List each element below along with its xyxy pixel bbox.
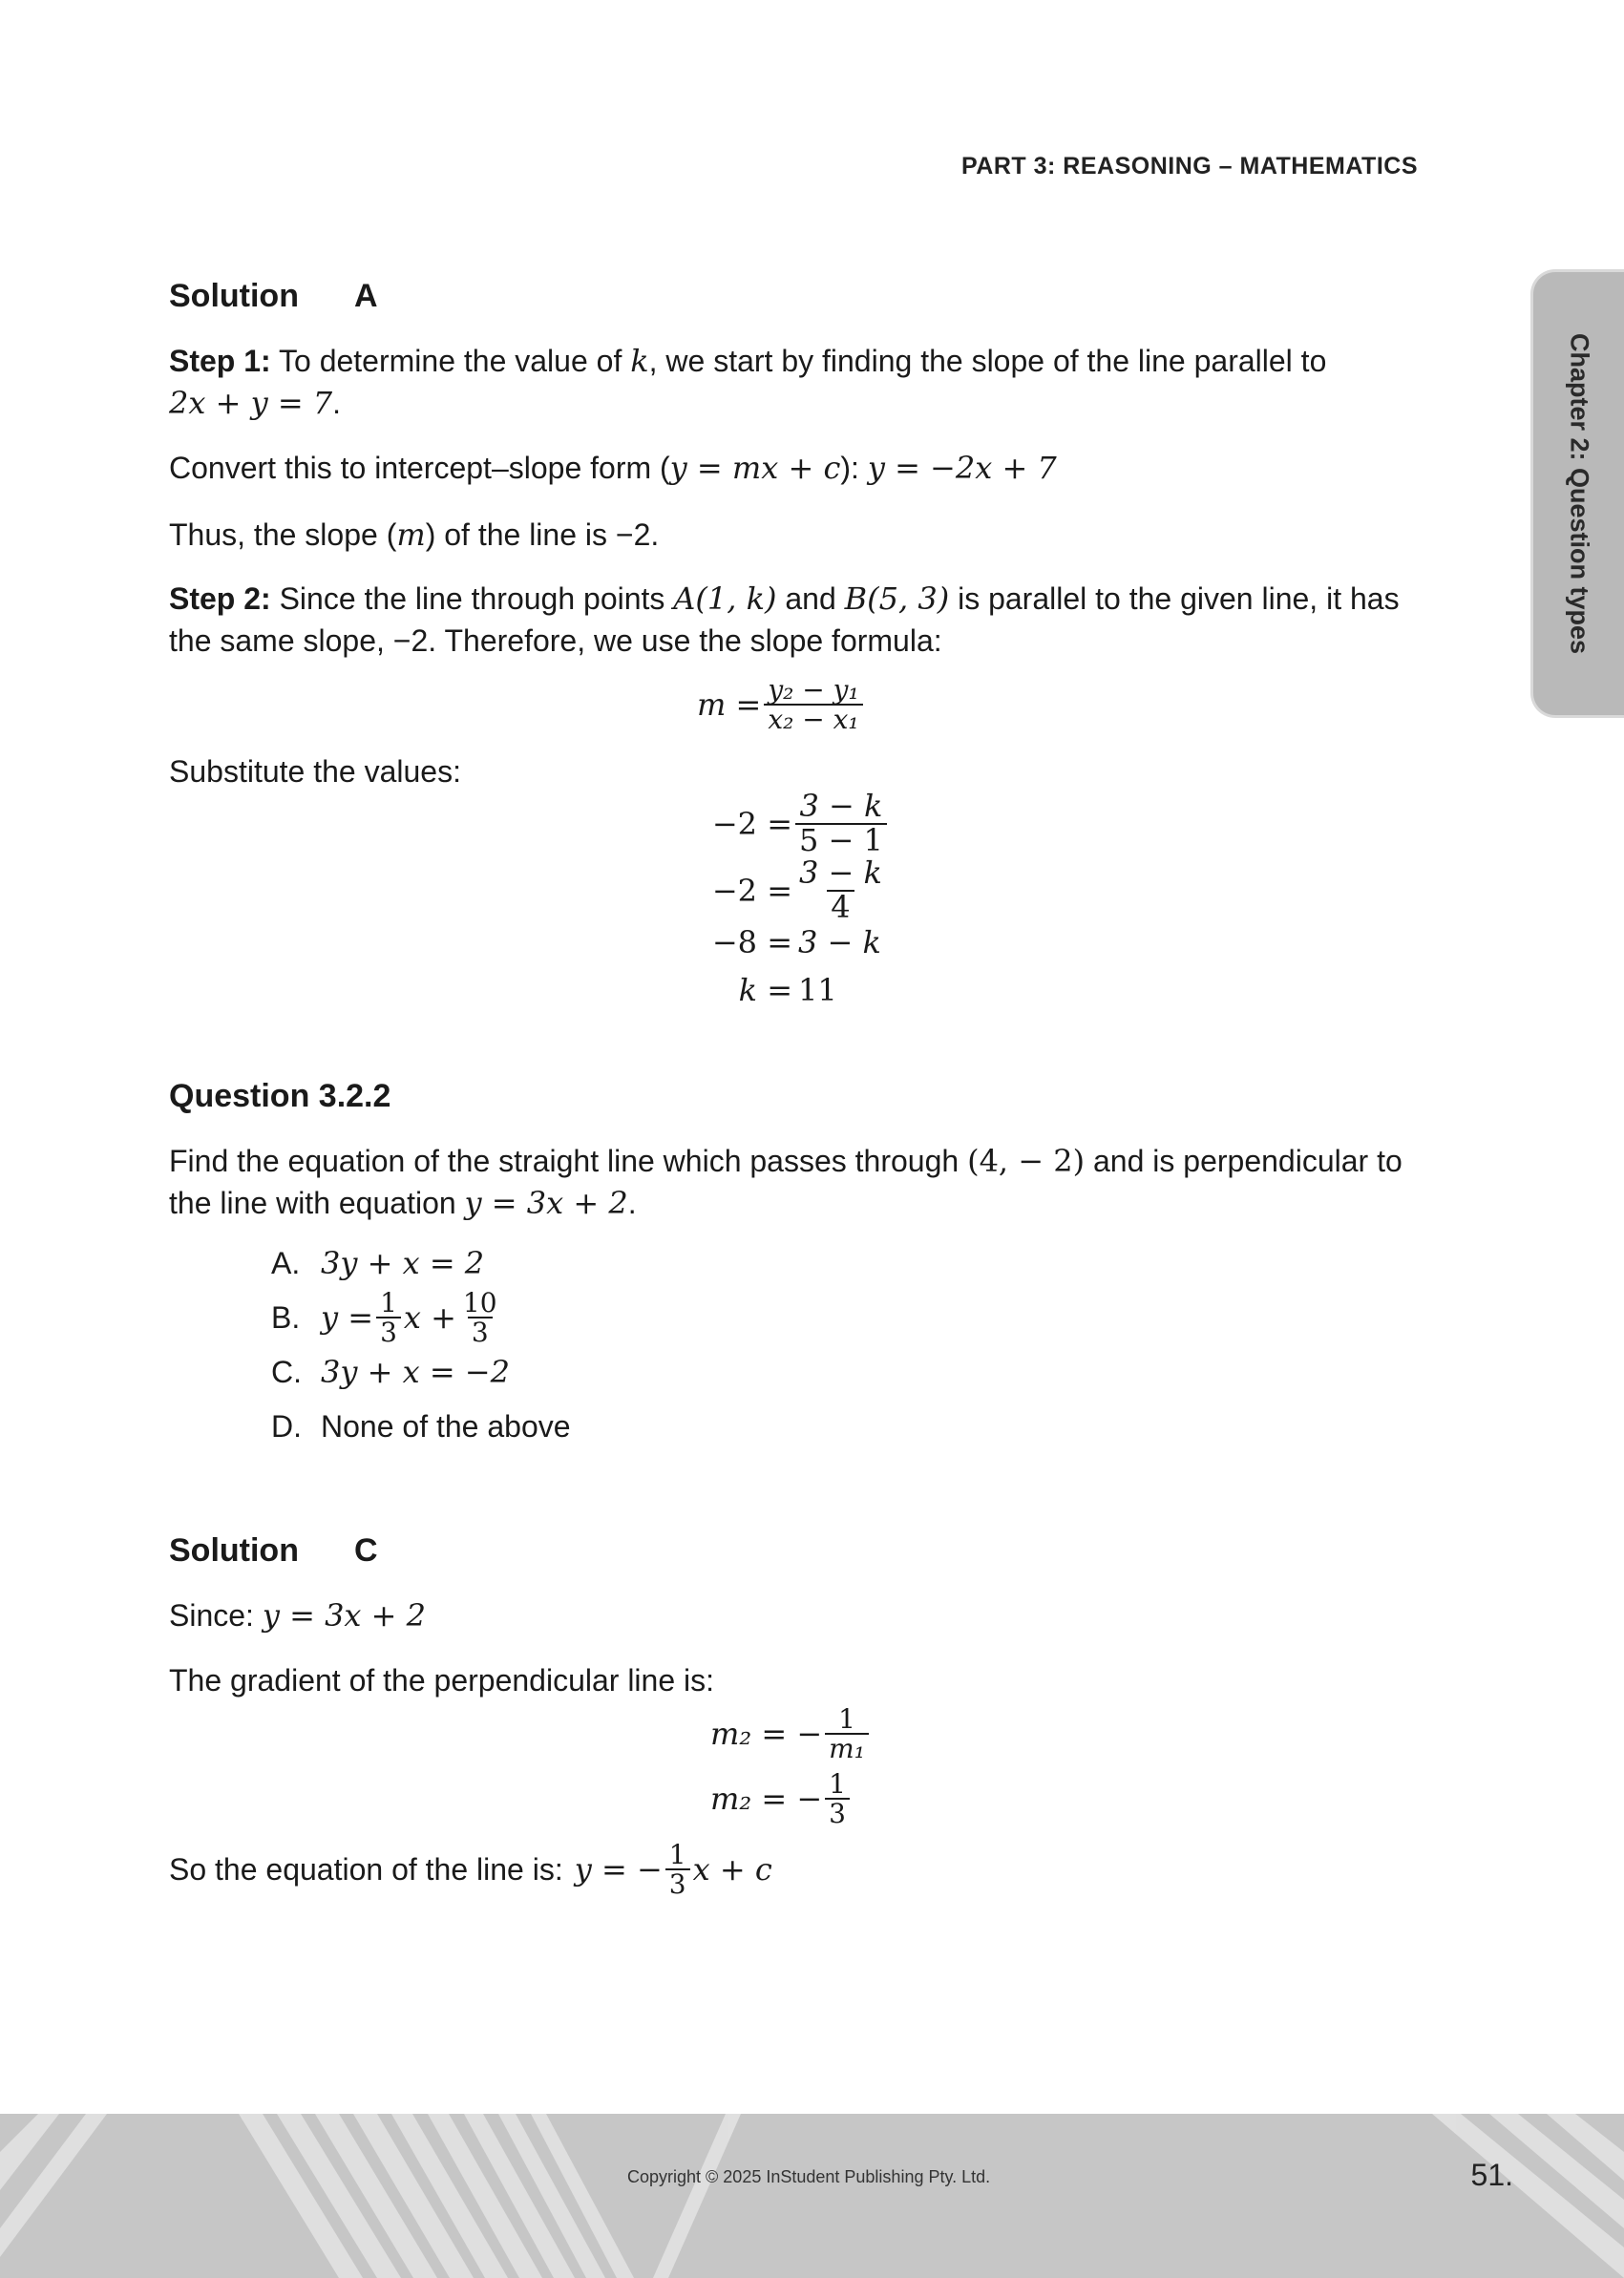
copyright-text: Copyright © 2025 InStudent Publishing Pty. Ltd. (627, 2167, 991, 2186)
line-equation-fraction (665, 1841, 690, 1899)
line-equation-pre: y = − (574, 1851, 663, 1888)
gradient-text: The gradient of the perpendicular line is: (169, 1663, 715, 1698)
formula-denominator: x₂ − x₁ (764, 704, 862, 733)
option-b-f1-den: 3 (376, 1317, 401, 1346)
step1-text: To determine the value of (279, 344, 622, 378)
option-d-label: D. (271, 1409, 302, 1444)
solution-label: Solution (169, 278, 299, 314)
chapter-tab (1530, 269, 1624, 718)
point-a: A(1, k) (673, 580, 777, 617)
convert-text-end: ): (840, 451, 859, 485)
question-point: (4, − 2) (967, 1143, 1086, 1179)
eq2-denominator: 4 (827, 890, 854, 924)
slope-intercept-form: y = mx + c (669, 450, 841, 486)
step2-text: Since the line through points (279, 581, 665, 616)
step1-paragraph (169, 340, 1418, 424)
given-line-equation: 2x + y = 7 (169, 385, 333, 421)
substitution-eq-4 (701, 972, 837, 1008)
option-b (271, 1289, 504, 1347)
g2-denominator: 3 (825, 1798, 850, 1827)
option-c-label: C. (271, 1354, 302, 1389)
slope-text: Thus, the slope ( (169, 517, 397, 552)
eq4-rhs: 11 (798, 972, 837, 1008)
option-b-f2-num: 10 (462, 1287, 497, 1318)
gradient-eq-2 (710, 1770, 853, 1828)
g1-lhs: m₂ = − (710, 1716, 823, 1753)
substitution-eq-1 (701, 788, 890, 858)
solution2-answer: C (353, 1532, 378, 1569)
formula-lhs: m = (697, 686, 762, 724)
line-equation-den: 3 (665, 1868, 690, 1898)
g1-fraction (825, 1705, 869, 1763)
option-c (271, 1354, 510, 1390)
substitution-eq-3 (701, 924, 881, 960)
question-heading: Question 3.2.2 (169, 1078, 391, 1114)
running-header: PART 3: REASONING – MATHEMATICS (960, 153, 1418, 179)
line-equation-post: x + c (692, 1851, 772, 1888)
option-d-text: None of the above (321, 1409, 571, 1444)
since-text: Since: (169, 1598, 254, 1633)
footer-band (0, 2114, 1624, 2278)
question-text (169, 1140, 1418, 1224)
question-text-a: Find the equation of the straight line which passes through (169, 1144, 960, 1178)
convert-text: Convert this to intercept–slope form ( (169, 451, 670, 485)
solution2-heading (169, 1529, 1418, 1571)
eq2-lhs: −2 = (711, 872, 792, 909)
g2-lhs: m₂ = − (710, 1781, 823, 1818)
line-equation-row (169, 1841, 1418, 1899)
option-d (271, 1409, 571, 1445)
footer-stripes (0, 2114, 1624, 2278)
step1-text-continued: , we start by finding the slope of the line parallel to (648, 344, 1327, 378)
g1-denominator: m₁ (825, 1733, 869, 1762)
option-b-pre: y = (321, 1299, 374, 1337)
eq3-rhs: 3 − k (798, 924, 881, 960)
option-a-label: A. (271, 1245, 301, 1280)
since-line (169, 1594, 1418, 1636)
option-b-mid: x + (403, 1299, 456, 1337)
step2-label: Step 2: (169, 581, 271, 616)
option-a (271, 1245, 484, 1281)
eq1-numerator: 3 − k (799, 788, 883, 824)
slope-text-end: ) of the line is −2. (425, 517, 660, 552)
option-b-label: B. (271, 1299, 301, 1335)
option-b-fraction-2 (459, 1289, 501, 1347)
option-b-f1-num: 1 (380, 1287, 397, 1318)
solution2-label: Solution (169, 1532, 299, 1569)
eq4-lhs: k = (738, 972, 792, 1008)
eq1-denominator: 5 − 1 (795, 823, 887, 857)
g1-numerator: 1 (838, 1703, 855, 1735)
option-b-fraction-1 (376, 1289, 401, 1347)
eq2-fraction (795, 854, 886, 925)
solution-heading (169, 275, 1418, 317)
eq1-lhs: −2 = (711, 805, 792, 842)
eq2-numerator: 3 − k (799, 854, 882, 891)
step1-variable: k (630, 343, 649, 379)
step1-period: . (332, 386, 342, 420)
slope-symbol: m (396, 517, 426, 553)
point-b: B(5, 3) (844, 580, 950, 617)
option-b-f2-den: 3 (468, 1317, 493, 1346)
eq3-lhs: −8 = (711, 924, 792, 960)
step2-text-continued: is parallel to the given line, it has the same slope, −2. Therefore, we use the slope formula: (169, 581, 1400, 658)
since-equation: y = 3x + 2 (262, 1597, 426, 1634)
slope-formula (697, 676, 866, 734)
question-text-b: and is perpendicular to the line with equation (169, 1144, 1403, 1220)
convert-line (169, 447, 1418, 489)
step1-label: Step 1: (169, 344, 271, 378)
line-equation-text: So the equation of the line is: (169, 1852, 563, 1888)
formula-fraction (764, 676, 862, 734)
page-number: 51. (1470, 2158, 1513, 2192)
step2-paragraph (169, 578, 1418, 662)
option-c-text: 3y + x = −2 (321, 1354, 510, 1390)
option-a-text: 3y + x = 2 (321, 1245, 485, 1281)
g2-fraction (825, 1770, 850, 1828)
question-equation: y = 3x + 2 (464, 1185, 628, 1221)
step2-and: and (785, 581, 836, 616)
slope-line (169, 514, 1418, 556)
eq1-fraction (795, 788, 887, 858)
substitution-eq-2 (701, 854, 889, 925)
question-period: . (627, 1186, 637, 1220)
chapter-tab-label: Chapter 2: Question types (1565, 332, 1593, 655)
converted-equation: y = −2x + 7 (867, 450, 1057, 486)
gradient-eq-1 (710, 1705, 872, 1763)
g2-numerator: 1 (829, 1768, 846, 1800)
line-equation-num: 1 (668, 1839, 686, 1870)
solution-answer: A (353, 278, 378, 314)
formula-numerator: y₂ − y₁ (768, 674, 859, 706)
substitute-line: Substitute the values: (169, 754, 461, 789)
